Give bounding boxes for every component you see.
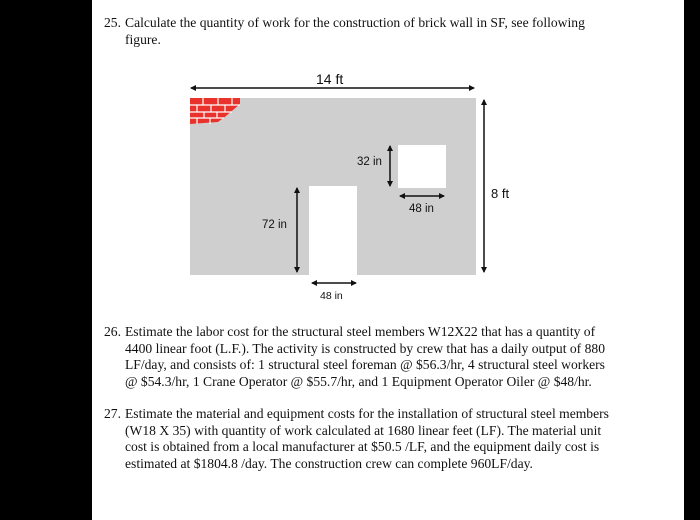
question-line: figure.	[125, 31, 161, 47]
question-line: @ $54.3/hr, 1 Crane Operator @ $55.7/hr, and 1 Equipment Operator Oiler @ $48/hr.	[125, 373, 592, 389]
door-width-label: 48 in	[320, 290, 343, 302]
question-text	[125, 406, 609, 472]
question-line: (W18 X 35) with quantity of work calculated at 1680 linear feet (LF). The material unit	[125, 422, 602, 438]
window-width-label: 48 in	[409, 203, 434, 215]
question-text	[125, 324, 605, 390]
question-line: Calculate the quantity of work for the construction of brick wall in SF, see following	[125, 15, 585, 30]
window-opening	[398, 145, 446, 188]
wall-width-label: 14 ft	[316, 71, 344, 87]
question-line: cost is obtained from a local manufacturer at $50.5 /LF, and the equipment daily cost is	[125, 439, 600, 454]
question-number: 25.	[104, 15, 121, 30]
door-opening	[309, 186, 357, 276]
question-line: Estimate the labor cost for the structural steel members W12X22 that has a quantity of	[125, 324, 596, 339]
window-height-label: 32 in	[357, 156, 382, 168]
question-number: 27.	[104, 406, 121, 421]
door-height-label: 72 in	[262, 219, 287, 231]
question-line: estimated at $1804.8 /day. The construction crew can complete 960LF/day.	[125, 455, 533, 471]
question-line: LF/day, and consists of: 1 structural steel foreman @ $56.3/hr, 4 structural steel workers	[125, 357, 605, 372]
question-number: 26.	[104, 324, 121, 339]
question-line: Estimate the material and equipment costs for the installation of structural steel members	[125, 406, 609, 421]
question-line: 4400 linear foot (L.F.). The activity is constructed by crew that has a daily output of 880	[125, 340, 605, 356]
wall-height-label: 8 ft	[491, 186, 510, 201]
